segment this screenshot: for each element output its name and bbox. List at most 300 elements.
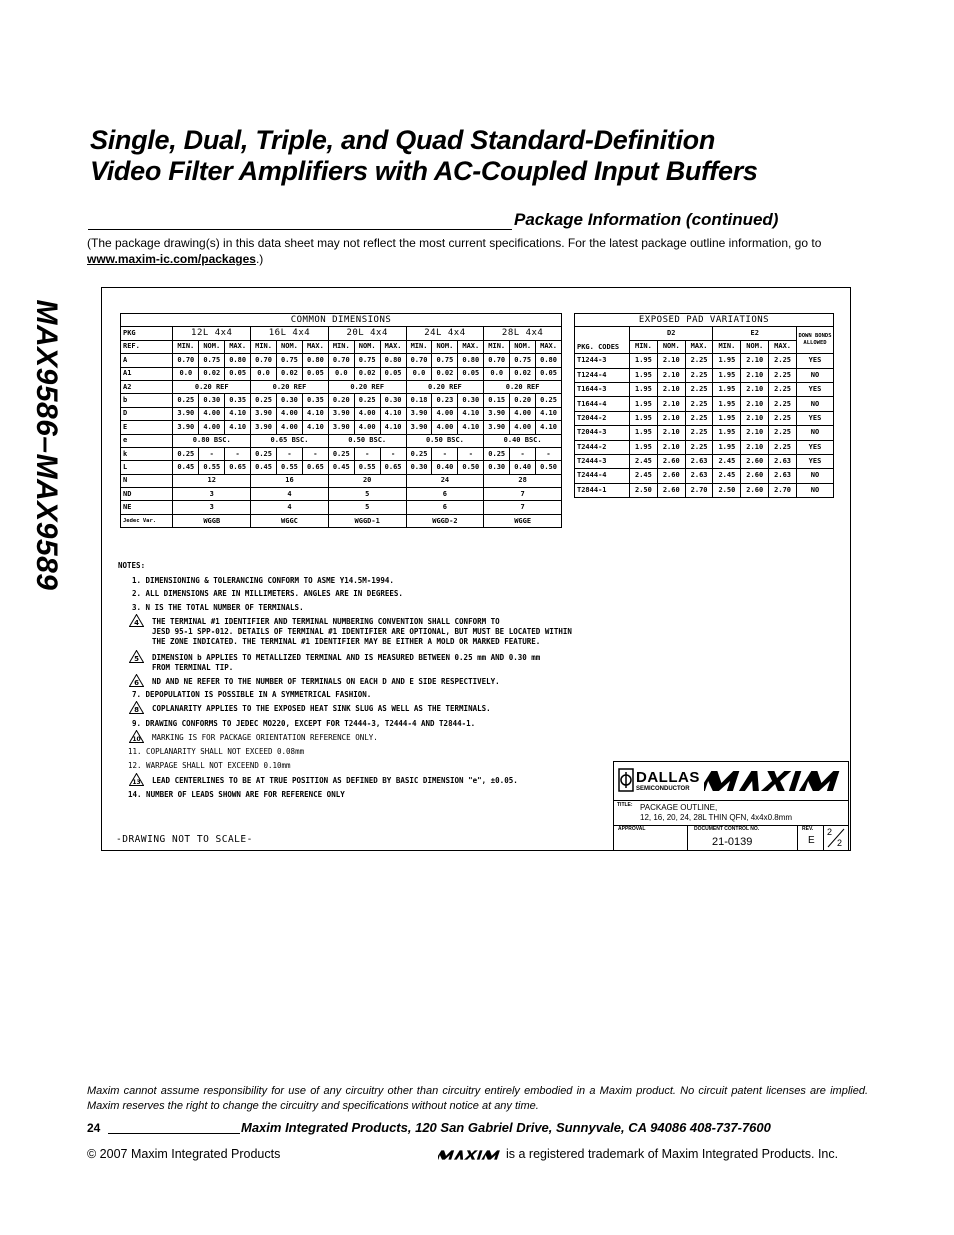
note-14: 14. NUMBER OF LEADS SHOWN ARE FOR REFERENCE ONLY (128, 790, 345, 799)
table-cell: 0.45 (251, 461, 277, 474)
table-cell: - (510, 447, 536, 460)
pkg-code: T2444-4 (575, 469, 630, 483)
table-cell: 0.50 (458, 461, 484, 474)
table-row (121, 354, 562, 367)
table-cell: 4.00 (354, 421, 380, 434)
table-cell: 4.10 (380, 407, 406, 420)
table-cell: - (199, 447, 225, 460)
dallas-wordmark: DALLAS (636, 769, 700, 786)
table-cell: 0.70 (484, 354, 510, 367)
table-cell: 2.10 (657, 354, 685, 368)
table-row (121, 461, 562, 474)
table-cell: 20 (328, 474, 406, 487)
table-cell: 4.00 (432, 421, 458, 434)
table-cell: 2.10 (741, 440, 769, 454)
table-cell: 2.10 (657, 368, 685, 382)
common-dimensions-table (120, 313, 562, 528)
table-cell: 2.63 (685, 454, 713, 468)
pkg-code: T2444-3 (575, 454, 630, 468)
table-cell: 2.10 (657, 440, 685, 454)
table-row (575, 411, 834, 425)
sheet-divider-icon (825, 828, 847, 848)
d2-label: D2 (630, 327, 713, 340)
sub-header: NOM. (199, 340, 225, 353)
drawing-title-2: 12, 16, 20, 24, 28L THIN QFN, 4x4x0.8mm (640, 813, 793, 822)
table-row (121, 447, 562, 460)
table-cell: 2.60 (741, 483, 769, 497)
row-ref: N (121, 474, 173, 487)
section-rule (88, 229, 512, 230)
table-cell: 2.25 (769, 397, 797, 411)
disclaimer: Maxim cannot assume responsibility for use of any circuitry other than circuitry entirely embodied in a Maxim product. No circuit patent licenses are implied. Maxim reserves the right to change the circuitry and specifications without notice at any time. (87, 1085, 868, 1112)
note-7: 7. DEPOPULATION IS POSSIBLE IN A SYMMETRICAL FASHION. (132, 690, 372, 699)
table-cell: 1.95 (713, 354, 741, 368)
table-cell: 3 (173, 488, 251, 501)
table-cell: 0.02 (432, 367, 458, 380)
row-ref: k (121, 447, 173, 460)
sub-header: NOM. (432, 340, 458, 353)
tri-label-8: 8 (134, 706, 139, 714)
table-cell: 4.10 (302, 421, 328, 434)
table-cell: 0.30 (458, 394, 484, 407)
table-cell: 0.80 (458, 354, 484, 367)
table-cell: YES (797, 411, 834, 425)
table-cell: - (302, 447, 328, 460)
table-cell: 0.25 (173, 394, 199, 407)
sub-header: NOM. (657, 340, 685, 353)
note-4a: THE TERMINAL #1 IDENTIFIER AND TERMINAL NUMBERING CONVENTION SHALL CONFORM TO (152, 617, 500, 626)
sub-header: MIN. (251, 340, 277, 353)
note-10: MARKING IS FOR PACKAGE ORIENTATION REFERENCE ONLY. (152, 733, 378, 742)
table-cell: 4 (251, 501, 329, 514)
table-cell: 7 (484, 488, 562, 501)
table-row (121, 501, 562, 514)
row-ref: E (121, 421, 173, 434)
note-triangle-icon (129, 650, 144, 663)
table-cell: 2.10 (741, 368, 769, 382)
table-row (575, 454, 834, 468)
pkg-header: 12L 4x4 (173, 327, 251, 340)
table-cell: 3.90 (328, 421, 354, 434)
table-cell: WGGB (173, 514, 251, 527)
table-cell: - (225, 447, 251, 460)
table-cell: 0.15 (484, 394, 510, 407)
table-cell: 0.75 (354, 354, 380, 367)
table-cell: 0.25 (251, 447, 277, 460)
table-cell: 0.75 (432, 354, 458, 367)
table-row (575, 368, 834, 382)
row-ref: b (121, 394, 173, 407)
table-row (575, 382, 834, 396)
packages-link[interactable]: www.maxim-ic.com/packages (87, 252, 256, 266)
note-triangle-icon (129, 674, 144, 687)
table-cell: 4.00 (199, 421, 225, 434)
table-cell: 0.05 (380, 367, 406, 380)
row-ref: L (121, 461, 173, 474)
pkg-label: PKG (121, 327, 173, 340)
doc-control-label: DOCUMENT CONTROL NO. (694, 826, 760, 832)
table-cell: 0.40 (432, 461, 458, 474)
note-3: 3. N IS THE TOTAL NUMBER OF TERMINALS. (132, 603, 304, 612)
table-cell: 0.70 (328, 354, 354, 367)
table-cell: 4.00 (354, 407, 380, 420)
table-cell: 4.00 (510, 407, 536, 420)
table-cell: 0.0 (173, 367, 199, 380)
table-cell: 0.30 (199, 394, 225, 407)
table-cell: 2.10 (657, 397, 685, 411)
e2-label: E2 (713, 327, 797, 340)
table-cell: 2.60 (657, 469, 685, 483)
table-cell: 3.90 (406, 421, 432, 434)
table-row (575, 469, 834, 483)
table-cell: 0.25 (484, 447, 510, 460)
table-cell: 2.10 (657, 411, 685, 425)
table-cell: 3.90 (484, 421, 510, 434)
table-cell: 2.25 (769, 440, 797, 454)
table-cell: 2.50 (630, 483, 658, 497)
table-row (575, 483, 834, 497)
logo-row (614, 762, 848, 801)
table-cell: 1.95 (630, 368, 658, 382)
table-cell: - (536, 447, 562, 460)
table-cell: NO (797, 469, 834, 483)
table-cell: - (277, 447, 303, 460)
page-number: 24 (87, 1121, 101, 1135)
sub-header: NOM. (354, 340, 380, 353)
table-cell: 2.45 (713, 469, 741, 483)
table-cell: 0.55 (354, 461, 380, 474)
page-title (90, 125, 758, 187)
table-cell: 0.0 (406, 367, 432, 380)
table-cell: - (458, 447, 484, 460)
table-cell: 2.25 (685, 426, 713, 440)
table-cell: 3.90 (406, 407, 432, 420)
table-row (575, 354, 834, 368)
table-cell: 2.10 (741, 426, 769, 440)
table-cell: 1.95 (630, 397, 658, 411)
table-cell: 5 (328, 501, 406, 514)
table-cell: 0.35 (302, 394, 328, 407)
table-cell: 3.90 (328, 407, 354, 420)
sub-header: NOM. (741, 340, 769, 353)
table-cell: 1.95 (713, 382, 741, 396)
table-cell: 2.25 (685, 411, 713, 425)
table-cell: YES (797, 440, 834, 454)
title-line-1: Single, Dual, Triple, and Quad Standard-Definition (90, 125, 716, 155)
trademark-text: is a registered trademark of Maxim Integrated Products. Inc. (506, 1147, 839, 1161)
dallas-logo-icon (618, 768, 634, 792)
table-cell: 0.30 (380, 394, 406, 407)
table-cell: 0.65 BSC. (251, 434, 329, 447)
table-cell: 0.65 (302, 461, 328, 474)
table-row (121, 394, 562, 407)
table-cell: 0.65 (380, 461, 406, 474)
table-cell: 3.90 (173, 421, 199, 434)
table-cell: 0.02 (199, 367, 225, 380)
table-cell: 1.95 (630, 426, 658, 440)
table-cell: 2.25 (685, 397, 713, 411)
table-cell: 0.70 (173, 354, 199, 367)
table-cell: 1.95 (630, 354, 658, 368)
footer-company: Maxim Integrated Products, 120 San Gabriel Drive, Sunnyvale, CA 94086 408-737-7600 (241, 1120, 771, 1135)
table-row (121, 488, 562, 501)
ref-label: REF. (121, 340, 173, 353)
table-row (121, 380, 562, 393)
table-cell: 0.20 (510, 394, 536, 407)
table-cell: 1.95 (630, 382, 658, 396)
table-cell: 3 (173, 501, 251, 514)
table-cell: 0.75 (199, 354, 225, 367)
table-cell: 0.0 (328, 367, 354, 380)
pkg-code: T2844-1 (575, 483, 630, 497)
note-triangle-icon (129, 773, 144, 786)
note-triangle-icon (129, 614, 144, 627)
table-cell: WGGC (251, 514, 329, 527)
table-cell: 24 (406, 474, 484, 487)
note-12: 12. WARPAGE SHALL NOT EXCEEND 0.10mm (128, 761, 291, 770)
table-cell: 4.00 (277, 407, 303, 420)
row-ref: Jedec Var. (121, 514, 173, 527)
table-cell: - (432, 447, 458, 460)
table-cell: 0.45 (173, 461, 199, 474)
note-triangle-icon (129, 730, 144, 743)
table-row (121, 474, 562, 487)
pkg-codes-label: PKG. CODES (575, 327, 630, 354)
table-cell: 4.10 (536, 421, 562, 434)
table-cell: 0.02 (354, 367, 380, 380)
table-cell: 0.50 BSC. (406, 434, 484, 447)
note-text: (The package drawing(s) in this data sheet may not reflect the most current specifications. For the latest package outline information, go to (87, 236, 822, 250)
table-cell: 0.55 (277, 461, 303, 474)
table-cell: 0.80 (536, 354, 562, 367)
row-ref: NE (121, 501, 173, 514)
table-cell: 1.95 (713, 426, 741, 440)
table-cell: 2.50 (713, 483, 741, 497)
table-cell: YES (797, 382, 834, 396)
note-11: 11. COPLANARITY SHALL NOT EXCEED 0.08mm (128, 747, 305, 756)
note-4c: THE ZONE INDICATED. THE TERMINAL #1 IDENTIFIER MAY BE EITHER A MOLD OR MARKED FEATURE. (152, 637, 541, 646)
note-2: 2. ALL DIMENSIONS ARE IN MILLIMETERS. ANGLES ARE IN DEGREES. (132, 589, 403, 598)
table-cell: 2.60 (741, 469, 769, 483)
side-banner (16, 210, 76, 680)
table-cell: 0.75 (277, 354, 303, 367)
sub-header: MIN. (328, 340, 354, 353)
table-cell: 0.05 (458, 367, 484, 380)
table-cell: 4 (251, 488, 329, 501)
table-cell: 12 (173, 474, 251, 487)
table-cell: 2.25 (769, 354, 797, 368)
table-cell: YES (797, 354, 834, 368)
table-cell: 1.95 (630, 440, 658, 454)
table-cell: 4.00 (199, 407, 225, 420)
drawing-title-1: PACKAGE OUTLINE, (640, 803, 718, 812)
table-cell: WGGE (484, 514, 562, 527)
note-1: 1. DIMENSIONING & TOLERANCING CONFORM TO ASME Y14.5M-1994. (132, 576, 394, 585)
table-cell: 2.63 (769, 454, 797, 468)
pkg-header: 20L 4x4 (328, 327, 406, 340)
title-line-2: Video Filter Amplifiers with AC-Coupled Input Buffers (90, 156, 758, 186)
table-cell: 4.10 (458, 421, 484, 434)
table-cell: 2.25 (769, 426, 797, 440)
table-cell: 0.20 REF (173, 380, 251, 393)
table-cell: 0.05 (302, 367, 328, 380)
table-cell: 7 (484, 501, 562, 514)
table-cell: NO (797, 368, 834, 382)
table-cell: 0.80 (225, 354, 251, 367)
pkg-code: T2444-2 (575, 440, 630, 454)
table-cell: 2.45 (713, 454, 741, 468)
sheet-number: 2 (827, 827, 833, 837)
table-cell: 0.30 (406, 461, 432, 474)
pkg-header: 16L 4x4 (251, 327, 329, 340)
section-title: Package Information (continued) (514, 210, 779, 229)
table-cell: 3.90 (484, 407, 510, 420)
table-cell: 2.10 (741, 382, 769, 396)
tri-label-5: 5 (134, 655, 139, 663)
sub-header: MAX. (225, 340, 251, 353)
notes-heading: NOTES: (118, 561, 146, 570)
table-cell: 0.25 (251, 394, 277, 407)
note-13: LEAD CENTERLINES TO BE AT TRUE POSITION AS DEFINED BY BASIC DIMENSION "e", ±0.05. (152, 776, 518, 785)
table-cell: 0.40 (510, 461, 536, 474)
pkg-code: T1244-4 (575, 368, 630, 382)
table-cell: 6 (406, 488, 484, 501)
table-cell: 2.60 (741, 454, 769, 468)
table-row (121, 434, 562, 447)
table-cell: 2.25 (685, 382, 713, 396)
table-cell: 0.0 (484, 367, 510, 380)
row-ref: A (121, 354, 173, 367)
table-cell: 0.25 (406, 447, 432, 460)
note-4b: JESD 95-1 SPP-012. DETAILS OF TERMINAL #1 IDENTIFIER ARE OPTIONAL, BUT MUST BE LOCATED WITHIN (152, 627, 572, 636)
sub-header: MAX. (380, 340, 406, 353)
table-cell: 2.10 (741, 354, 769, 368)
table-cell: 4.10 (225, 421, 251, 434)
sub-header: MAX. (302, 340, 328, 353)
pkg-code: T1244-3 (575, 354, 630, 368)
table-cell: 16 (251, 474, 329, 487)
table-cell: 1.95 (713, 397, 741, 411)
table-cell: 1.95 (713, 411, 741, 425)
table-cell: 2.60 (657, 454, 685, 468)
table-cell: 0.30 (277, 394, 303, 407)
table-cell: 0.20 REF (328, 380, 406, 393)
footer-rule (108, 1133, 240, 1134)
table-cell: 2.25 (769, 382, 797, 396)
table-cell: 4.00 (277, 421, 303, 434)
table-row (121, 367, 562, 380)
note-8: COPLANARITY APPLIES TO THE EXPOSED HEAT SINK SLUG AS WELL AS THE TERMINALS. (152, 704, 491, 713)
table-cell: 5 (328, 488, 406, 501)
table-cell: 0.25 (328, 447, 354, 460)
tri-label-4: 4 (134, 619, 139, 627)
table-cell: WGGD-1 (328, 514, 406, 527)
table-cell: 0.05 (225, 367, 251, 380)
sub-header: MIN. (713, 340, 741, 353)
table-cell: 0.50 BSC. (328, 434, 406, 447)
table-cell: 2.10 (741, 411, 769, 425)
row-ref: A2 (121, 380, 173, 393)
sub-header: MAX. (685, 340, 713, 353)
table-cell: 0.75 (510, 354, 536, 367)
maxim-logo-icon (704, 769, 844, 793)
table-cell: WGGD-2 (406, 514, 484, 527)
table-cell: 0.25 (354, 394, 380, 407)
table-cell: 2.45 (630, 454, 658, 468)
pkg-code: T1644-4 (575, 397, 630, 411)
tri-label-13: 13 (132, 779, 141, 786)
table-cell: 0.80 (302, 354, 328, 367)
note-6: ND AND NE REFER TO THE NUMBER OF TERMINALS ON EACH D AND E SIDE RESPECTIVELY. (152, 677, 500, 686)
common-title: COMMON DIMENSIONS (121, 314, 562, 327)
table-row (121, 421, 562, 434)
table-row (575, 426, 834, 440)
table-cell: 1.95 (713, 440, 741, 454)
table-cell: 0.30 (484, 461, 510, 474)
table-cell: - (380, 447, 406, 460)
table-cell: NO (797, 483, 834, 497)
table-cell: 2.25 (769, 411, 797, 425)
table-cell: 0.45 (328, 461, 354, 474)
table-cell: 0.70 (406, 354, 432, 367)
down-bonds-label: DOWN BONDS ALLOWED (797, 327, 834, 354)
table-cell: 0.02 (510, 367, 536, 380)
title-label: TITLE: (617, 802, 633, 808)
package-note (87, 235, 871, 267)
table-cell: 1.95 (630, 411, 658, 425)
title-block (613, 761, 849, 851)
table-cell: 2.25 (685, 440, 713, 454)
approval-label: APPROVAL (618, 826, 646, 832)
sub-header: NOM. (277, 340, 303, 353)
table-cell: - (354, 447, 380, 460)
note-9: 9. DRAWING CONFORMS TO JEDEC MO220, EXCEPT FOR T2444-3, T2444-4 AND T2844-1. (132, 719, 476, 728)
sub-header: MIN. (630, 340, 658, 353)
table-row (121, 514, 562, 527)
pkg-code: T2044-2 (575, 411, 630, 425)
sub-header: MIN. (173, 340, 199, 353)
table-cell: 3.90 (251, 421, 277, 434)
table-cell: 0.20 REF (251, 380, 329, 393)
sub-header: MAX. (458, 340, 484, 353)
exposed-title: EXPOSED PAD VARIATIONS (575, 314, 834, 327)
table-cell: 0.65 (225, 461, 251, 474)
row-ref: D (121, 407, 173, 420)
pkg-code: T1644-3 (575, 382, 630, 396)
table-cell: NO (797, 397, 834, 411)
table-cell: 2.63 (685, 469, 713, 483)
table-cell: 0.25 (536, 394, 562, 407)
pkg-code: T2044-3 (575, 426, 630, 440)
table-cell: 2.25 (685, 368, 713, 382)
title-row (614, 800, 848, 826)
tri-label-10: 10 (132, 736, 141, 743)
table-cell: 0.80 (380, 354, 406, 367)
table-row (575, 440, 834, 454)
sub-header: MIN. (406, 340, 432, 353)
table-cell: 0.18 (406, 394, 432, 407)
tri-label-6: 6 (134, 679, 139, 687)
table-cell: 2.70 (769, 483, 797, 497)
table-cell: 2.10 (657, 426, 685, 440)
table-cell: 4.10 (458, 407, 484, 420)
table-cell: 3.90 (173, 407, 199, 420)
table-cell: 1.95 (713, 368, 741, 382)
row-ref: e (121, 434, 173, 447)
table-cell: 0.20 REF (484, 380, 562, 393)
table-cell: 0.02 (277, 367, 303, 380)
table-cell: 4.00 (432, 407, 458, 420)
